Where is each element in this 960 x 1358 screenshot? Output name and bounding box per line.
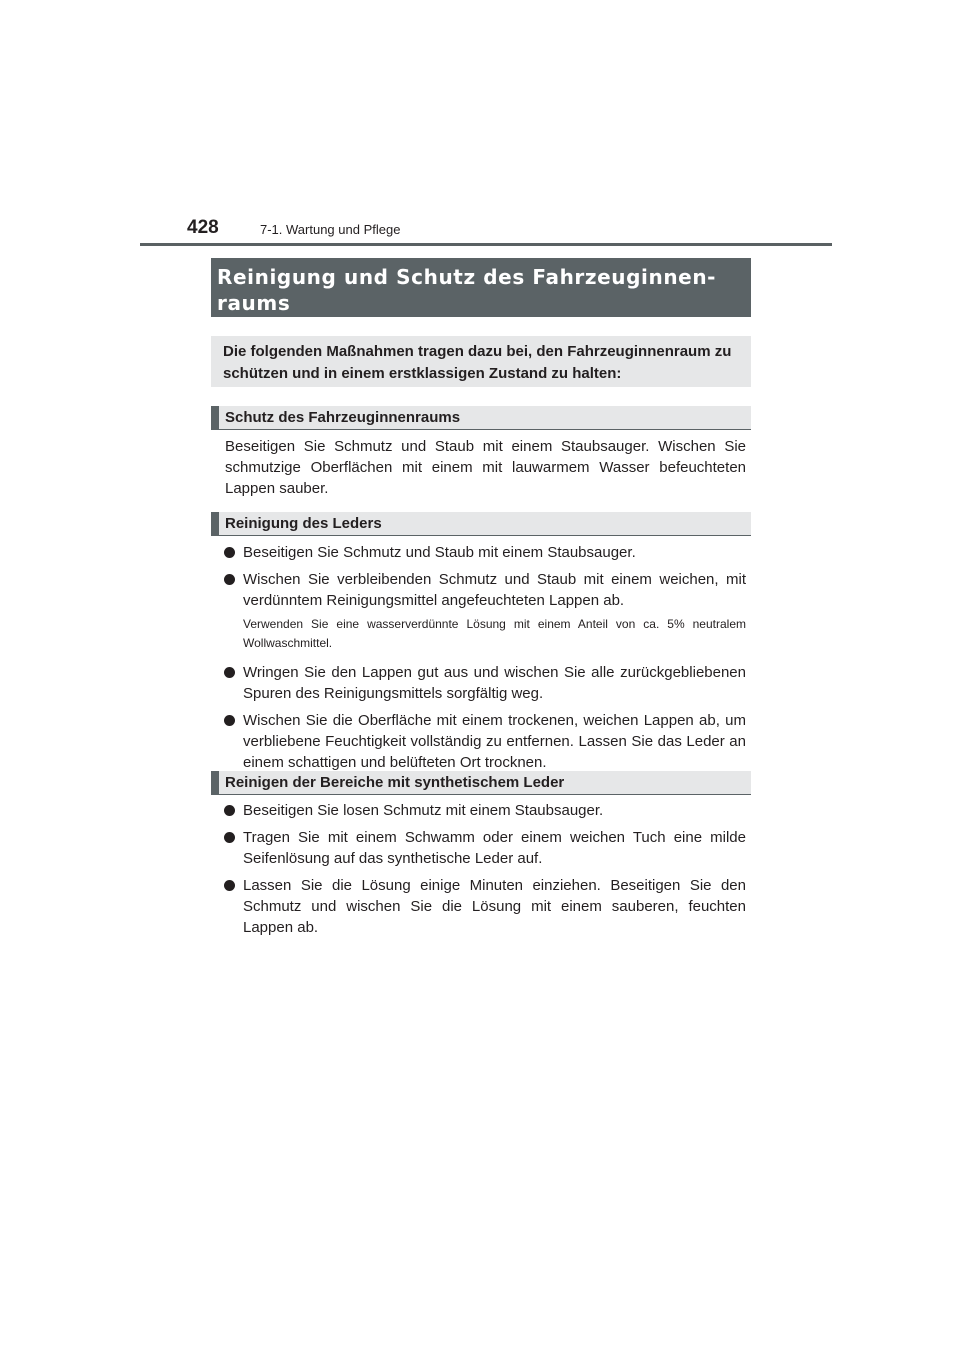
intro-line2: schützen und in einem erstklassigen Zustand zu halten: bbox=[223, 365, 622, 382]
bullet-icon bbox=[224, 547, 235, 558]
list-item: Beseitigen Sie losen Schmutz mit einem Staubsauger. bbox=[224, 800, 746, 821]
bullet-icon bbox=[224, 880, 235, 891]
page-header bbox=[140, 210, 832, 246]
page-title-box bbox=[211, 258, 751, 317]
page-number: 428 bbox=[187, 217, 219, 238]
leather-cleaning-list bbox=[224, 542, 746, 779]
intro-box bbox=[211, 336, 751, 387]
bullet-icon bbox=[224, 832, 235, 843]
list-item: Beseitigen Sie Schmutz und Staub mit einem Staubsauger. bbox=[224, 542, 746, 563]
bullet-icon bbox=[224, 574, 235, 585]
list-item: Wringen Sie den Lappen gut aus und wischen Sie alle zurückgebliebenen Spuren des Reinigungsmittels sorgfältig weg. bbox=[224, 662, 746, 704]
interior-protection-paragraph: Beseitigen Sie Schmutz und Staub mit einem Staubsauger. Wischen Sie schmutzige Oberflächen mit einem mit lauwarmem Wasser befeuchteten Lappen sauber. bbox=[225, 438, 746, 497]
header-rule bbox=[140, 243, 832, 246]
bullet-icon bbox=[224, 667, 235, 678]
subhead-leather-cleaning: Reinigung des Leders bbox=[211, 512, 751, 536]
page-title bbox=[217, 264, 739, 316]
page-title-line1: Reinigung und Schutz des Fahrzeuginnen- bbox=[217, 265, 717, 289]
bullet-icon bbox=[224, 805, 235, 816]
section-label: 7-1. Wartung und Pflege bbox=[260, 222, 401, 237]
list-item: Wischen Sie die Oberfläche mit einem trockenen, weichen Lappen ab, um verbliebene Feuchtigkeit vollständig zu entfernen. Lassen Sie das Leder an einem schattigen und belüfteten Ort trocknen. bbox=[224, 710, 746, 773]
synthetic-leather-list bbox=[224, 800, 746, 944]
subhead-interior-protection: Schutz des Fahrzeuginnenraums bbox=[211, 406, 751, 430]
bullet-icon bbox=[224, 715, 235, 726]
leather-note: Verwenden Sie eine wasserverdünnte Lösung mit einem Anteil von ca. 5% neutralem Wollwaschmittel. bbox=[243, 617, 746, 650]
intro-line1: Die folgenden Maßnahmen tragen dazu bei, den Fahrzeuginnenraum zu bbox=[223, 343, 732, 360]
subhead-synthetic-leather: Reinigen der Bereiche mit synthetischem Leder bbox=[211, 771, 751, 795]
list-item: Tragen Sie mit einem Schwamm oder einem weichen Tuch eine milde Seifenlösung auf das synthetische Leder auf. bbox=[224, 827, 746, 869]
page-title-line2: raums bbox=[217, 291, 291, 315]
list-item: Lassen Sie die Lösung einige Minuten einziehen. Beseitigen Sie den Schmutz und wischen Sie die Lösung mit einem sauberen, feuchten Lappen ab. bbox=[224, 875, 746, 938]
list-item: Wischen Sie verbleibenden Schmutz und Staub mit einem weichen, mit verdünntem Reinigungsmittel angefeuchteten Lappen ab. bbox=[224, 569, 746, 611]
